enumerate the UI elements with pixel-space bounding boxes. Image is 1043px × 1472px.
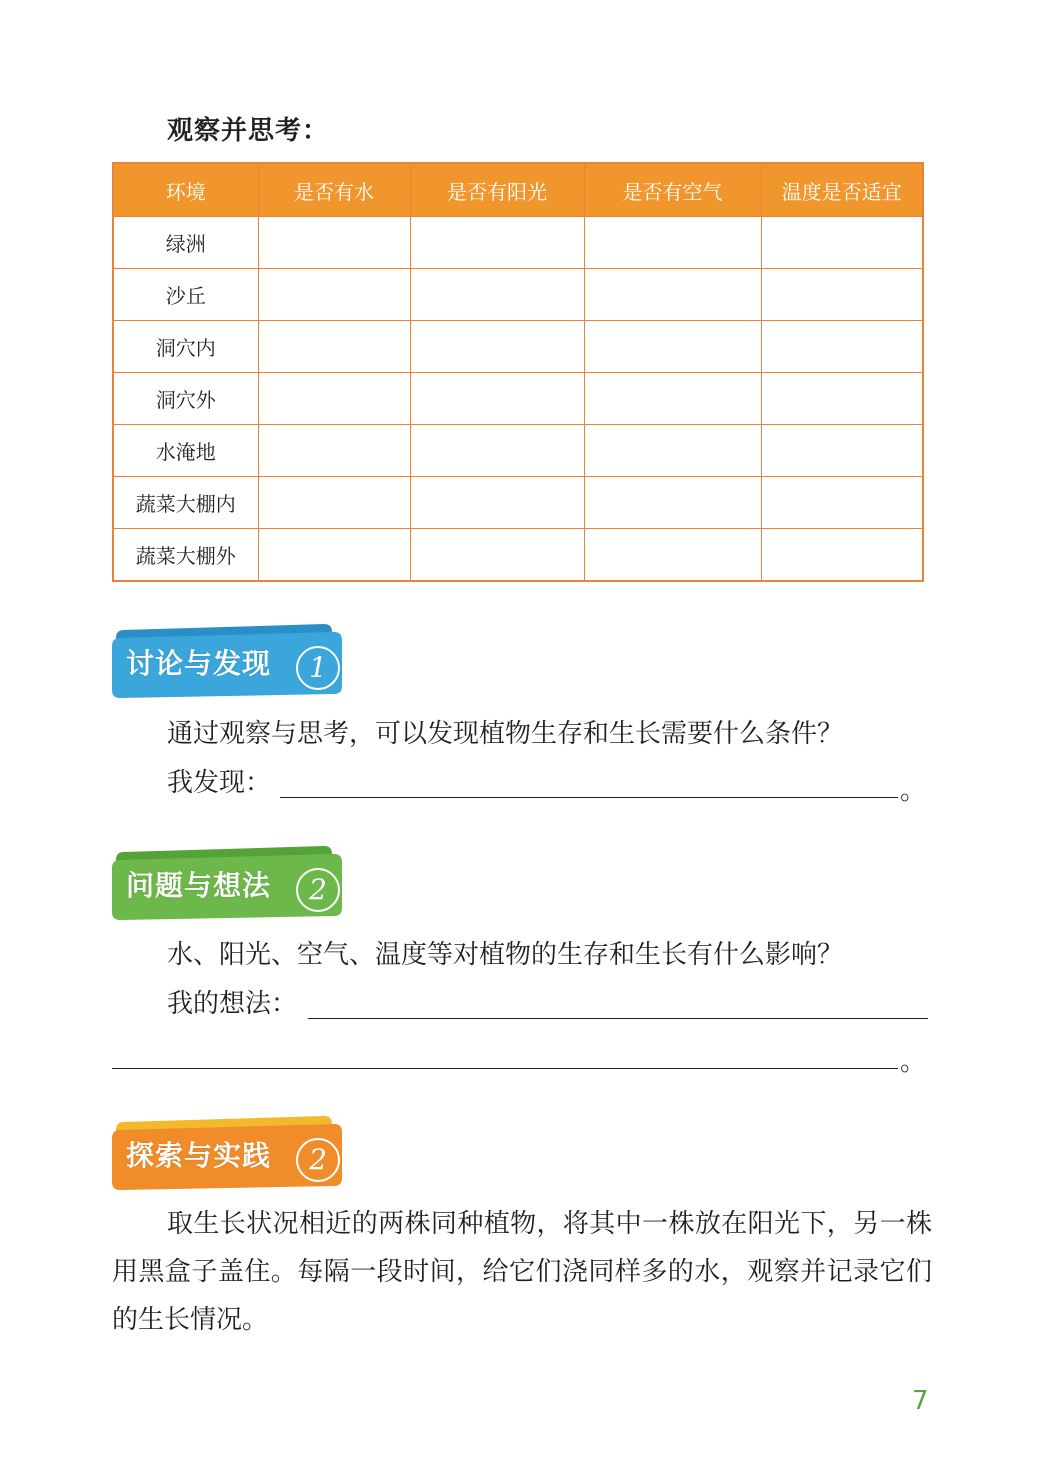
table-header: 环境 bbox=[113, 163, 258, 217]
idea-badge bbox=[110, 842, 350, 922]
table-cell[interactable] bbox=[410, 217, 584, 269]
table-cell[interactable] bbox=[410, 477, 584, 529]
answer-line[interactable] bbox=[112, 1068, 898, 1069]
practice-text: 取生长状况相近的两株同种植物，将其中一株放在阳光下，另一株用黑盒子盖住。每隔一段时间，给它们浇同样多的水，观察并记录它们的生长情况。 bbox=[112, 1209, 932, 1335]
answer-line[interactable] bbox=[280, 797, 898, 798]
discussion-question: 通过观察与思考，可以发现植物生存和生长需要什么条件？ bbox=[167, 719, 844, 749]
table-cell[interactable] bbox=[584, 269, 761, 321]
table-cell[interactable] bbox=[584, 217, 761, 269]
table-row bbox=[113, 373, 923, 425]
table-header: 是否有水 bbox=[258, 163, 410, 217]
row-label: 水淹地 bbox=[113, 425, 258, 477]
table-cell[interactable] bbox=[584, 321, 761, 373]
table-cell[interactable] bbox=[761, 321, 923, 373]
table-cell[interactable] bbox=[761, 529, 923, 582]
section-heading: 观察并思考： bbox=[167, 116, 330, 146]
table-row bbox=[113, 321, 923, 373]
table-cell[interactable] bbox=[410, 269, 584, 321]
row-label: 沙丘 bbox=[113, 269, 258, 321]
table-cell[interactable] bbox=[258, 477, 410, 529]
table-cell[interactable] bbox=[258, 373, 410, 425]
table-cell[interactable] bbox=[584, 373, 761, 425]
discussion-prompt: 我发现： bbox=[167, 768, 272, 798]
answer-line[interactable] bbox=[308, 1018, 928, 1019]
period: 。 bbox=[900, 776, 927, 806]
table-row bbox=[113, 269, 923, 321]
table-cell[interactable] bbox=[761, 425, 923, 477]
badge-number: 2 bbox=[296, 868, 340, 912]
table-cell[interactable] bbox=[258, 269, 410, 321]
row-label: 绿洲 bbox=[113, 217, 258, 269]
table-cell[interactable] bbox=[410, 529, 584, 582]
table-row bbox=[113, 217, 923, 269]
table-cell[interactable] bbox=[584, 477, 761, 529]
table-header-row bbox=[113, 163, 923, 217]
table-cell[interactable] bbox=[410, 425, 584, 477]
table-row bbox=[113, 425, 923, 477]
row-label: 蔬菜大棚内 bbox=[113, 477, 258, 529]
table-cell[interactable] bbox=[258, 425, 410, 477]
badge-title: 讨论与发现 bbox=[126, 647, 272, 680]
table-cell[interactable] bbox=[584, 529, 761, 582]
observation-table bbox=[112, 162, 924, 582]
page-number: 7 bbox=[912, 1386, 929, 1416]
row-label: 洞穴外 bbox=[113, 373, 258, 425]
table-cell[interactable] bbox=[584, 425, 761, 477]
table-cell[interactable] bbox=[761, 217, 923, 269]
badge-number: 2 bbox=[296, 1138, 340, 1182]
table-header: 是否有阳光 bbox=[410, 163, 584, 217]
table-cell[interactable] bbox=[761, 373, 923, 425]
table-cell[interactable] bbox=[761, 477, 923, 529]
table-header: 是否有空气 bbox=[584, 163, 761, 217]
table-cell[interactable] bbox=[258, 529, 410, 582]
idea-prompt: 我的想法： bbox=[167, 989, 298, 1019]
idea-question: 水、阳光、空气、温度等对植物的生存和生长有什么影响？ bbox=[167, 940, 844, 970]
table-cell[interactable] bbox=[410, 373, 584, 425]
row-label: 蔬菜大棚外 bbox=[113, 529, 258, 582]
badge-title: 探索与实践 bbox=[126, 1139, 272, 1172]
table-cell[interactable] bbox=[258, 217, 410, 269]
table-cell[interactable] bbox=[410, 321, 584, 373]
practice-badge bbox=[110, 1112, 350, 1192]
table-header: 温度是否适宜 bbox=[761, 163, 923, 217]
table-row bbox=[113, 477, 923, 529]
table-cell[interactable] bbox=[258, 321, 410, 373]
period: 。 bbox=[900, 1047, 927, 1077]
badge-title: 问题与想法 bbox=[126, 869, 272, 902]
table-row bbox=[113, 529, 923, 582]
discussion-badge bbox=[110, 620, 350, 700]
table-cell[interactable] bbox=[761, 269, 923, 321]
row-label: 洞穴内 bbox=[113, 321, 258, 373]
badge-number: 1 bbox=[296, 646, 340, 690]
